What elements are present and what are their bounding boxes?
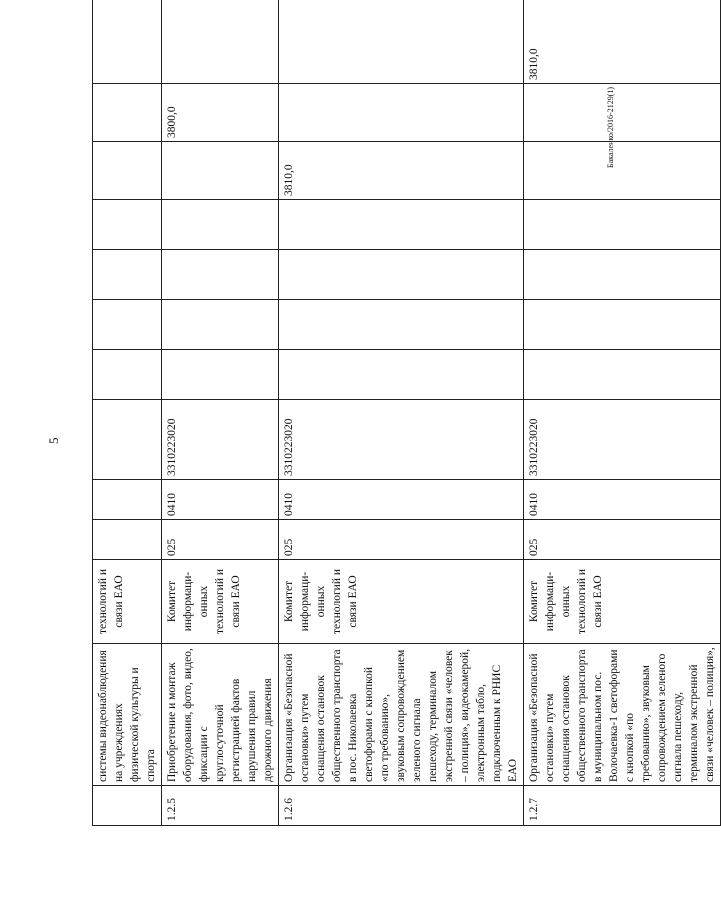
amount-cell (162, 0, 279, 84)
admin-code: 025 (162, 520, 279, 560)
page-number: 5 (46, 437, 61, 444)
amount-cell: 3810,0 (524, 0, 721, 84)
document-code: Бакаленко/2016-2129(1) (606, 86, 615, 168)
amount-cell (279, 200, 524, 250)
item-executor: технологий и связи ЕАО (93, 560, 162, 644)
item-number (93, 786, 162, 826)
amount-cell: 3810,0 (279, 142, 524, 200)
item-executor: Комитет информаци-онных технологий и связи ЕАО (279, 560, 524, 644)
amount-cell (524, 300, 721, 350)
table-row (279, 0, 524, 826)
amount-cell (524, 142, 721, 200)
section-code (93, 480, 162, 520)
item-description: Организация «Безопасной остановки» путем оснащения остановок общественного транспорта в муниципальном пос. Волочаевка-1 светофорами с кнопкой «по требованию», звуковым сопровождением зеленого сигнала пешеходу, терминалом экстренной связи «человек – полиция», (524, 644, 721, 786)
table-row (93, 0, 162, 826)
amount-cell (524, 200, 721, 250)
amount-cell (93, 0, 162, 84)
item-executor: Комитет информаци-онных технологий и связи ЕАО (524, 560, 721, 644)
amount-cell (279, 300, 524, 350)
item-number: 1.2.7 (524, 786, 721, 826)
section-code: 0410 (524, 480, 721, 520)
amount-cell (93, 84, 162, 142)
table-row (524, 0, 721, 826)
amount-cell (162, 200, 279, 250)
amount-cell: 3800,0 (162, 84, 279, 142)
target-article-code: 3310223020 (279, 400, 524, 480)
item-executor: Комитет информаци-онных технологий и связи ЕАО (162, 560, 279, 644)
section-code: 0410 (162, 480, 279, 520)
amount-cell (162, 300, 279, 350)
amount-cell (93, 142, 162, 200)
amount-cell (93, 350, 162, 400)
amount-cell (93, 250, 162, 300)
amount-cell (279, 350, 524, 400)
amount-cell (524, 84, 721, 142)
amount-cell (162, 142, 279, 200)
admin-code (93, 520, 162, 560)
amount-cell (279, 250, 524, 300)
target-article-code (93, 400, 162, 480)
item-description: системы видеонаблюдения на учреждениях физической культуры и спорта (93, 644, 162, 786)
target-article-code: 3310223020 (162, 400, 279, 480)
amount-cell (279, 84, 524, 142)
admin-code: 025 (279, 520, 524, 560)
budget-table (92, 0, 721, 826)
amount-cell (93, 300, 162, 350)
admin-code: 025 (524, 520, 721, 560)
table-row (162, 0, 279, 826)
item-number: 1.2.5 (162, 786, 279, 826)
item-number: 1.2.6 (279, 786, 524, 826)
amount-cell (162, 250, 279, 300)
amount-cell (524, 250, 721, 300)
amount-cell (279, 0, 524, 84)
item-description: Приобретение и монтаж оборудования, фото, видео, фиксации с круглосуточной регистрацией фактов нарушения правил дорожного движения (162, 644, 279, 786)
amount-cell (93, 200, 162, 250)
item-description: Организация «Безопасной остановки» путем оснащения остановок общественного транспорта в пос. Николаевка светофорами с кнопкой «по требованию», звуковым сопровождением зеленого сигнала пешеходу, терминалом экстренной связи «человек – полиция», видеокамерой, электронным табло, подключенным к РНИС ЕАО (279, 644, 524, 786)
target-article-code: 3310223020 (524, 400, 721, 480)
amount-cell (162, 350, 279, 400)
section-code: 0410 (279, 480, 524, 520)
amount-cell (524, 350, 721, 400)
